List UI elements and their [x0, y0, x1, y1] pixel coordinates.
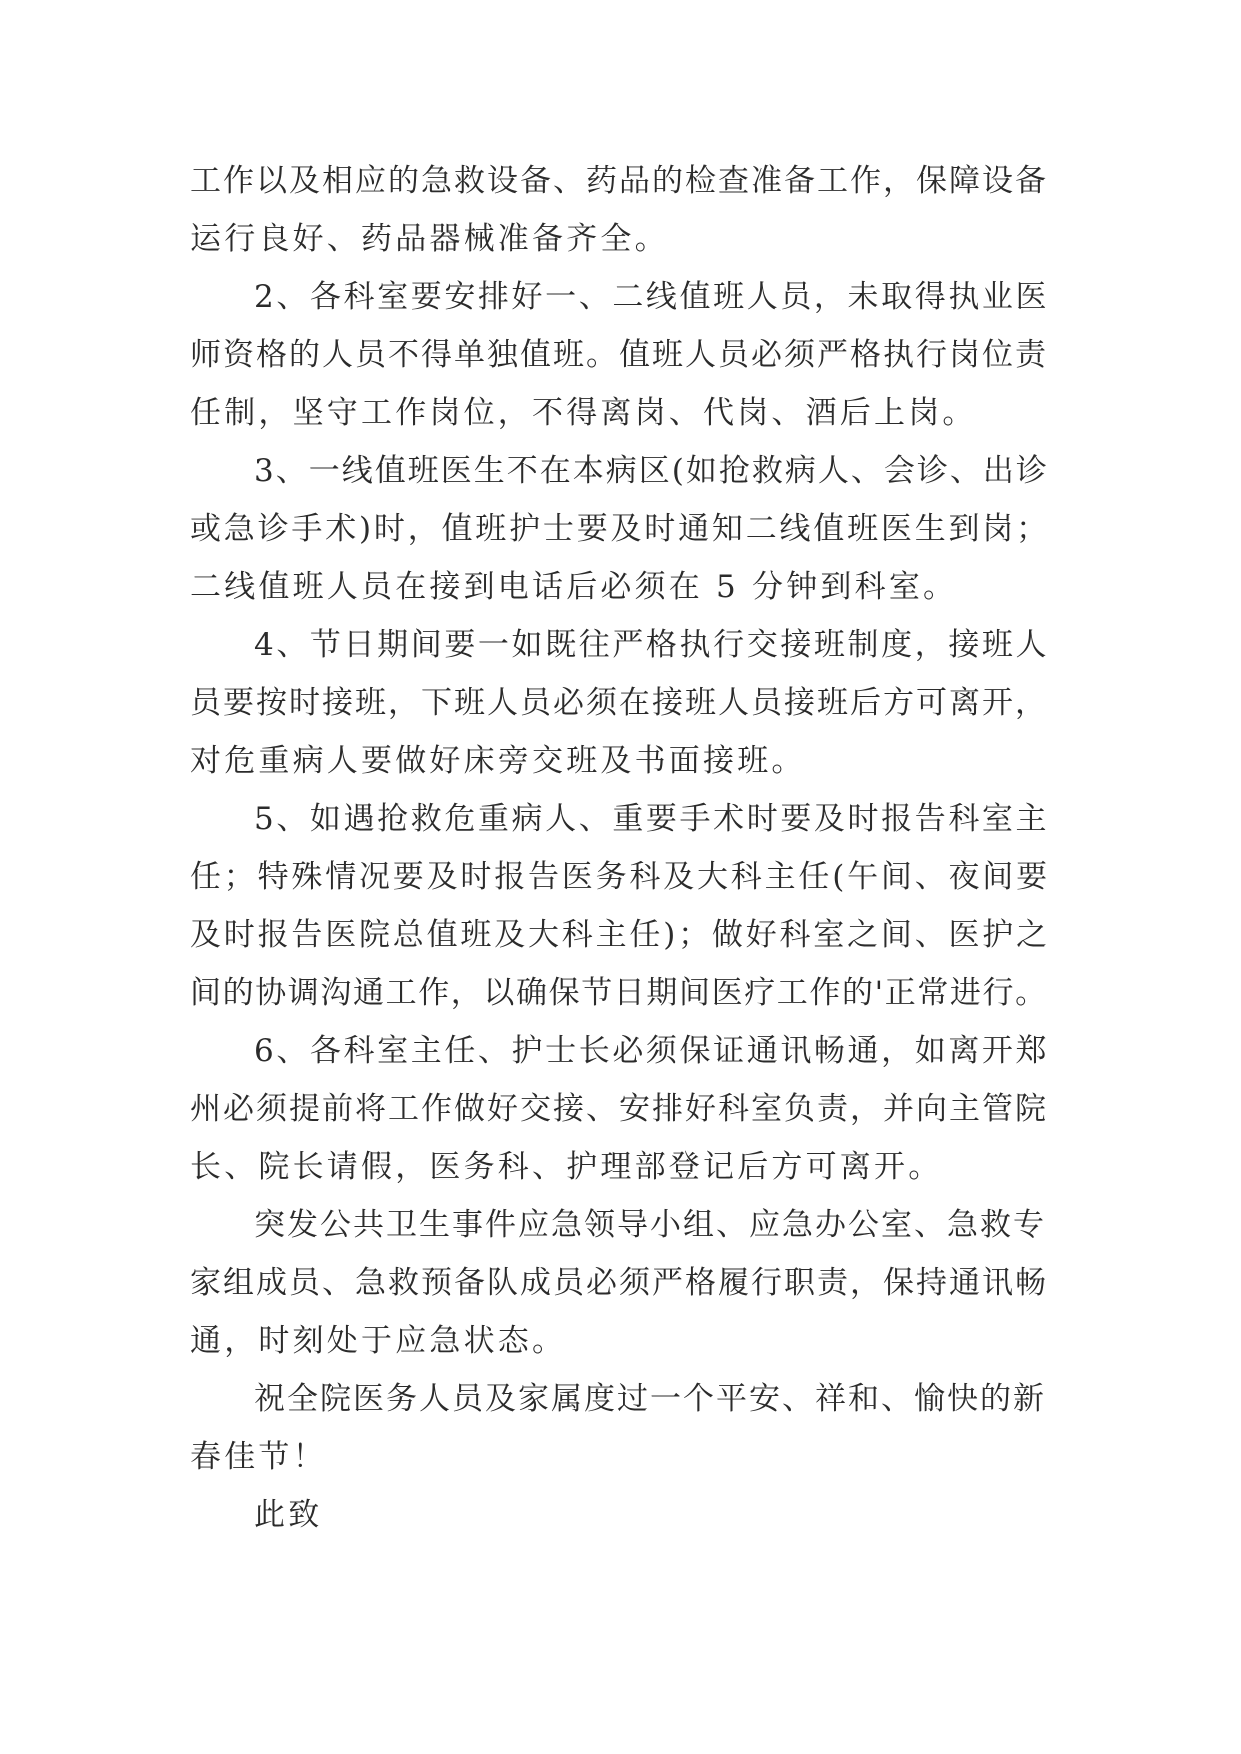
text-line: 3、一线值班医生不在本病区(如抢救病人、会诊、出诊 — [254, 453, 1049, 489]
text-line: 二线值班人员在接到电话后必须在 5 分钟到科室。 — [190, 569, 958, 605]
paragraph — [190, 1022, 1050, 1196]
text-line: 春佳节！ — [190, 1439, 327, 1475]
text-line: 任制，坚守工作岗位，不得离岗、代岗、酒后上岗。 — [190, 395, 977, 431]
closing-salutation: 此致 — [254, 1497, 323, 1533]
text-line: 或急诊手术)时，值班护士要及时通知二线值班医生到岗； — [190, 511, 1050, 547]
text-line: 长、院长请假，医务科、护理部登记后方可离开。 — [190, 1149, 943, 1185]
paragraph — [190, 1486, 1050, 1544]
text-line: 间的协调沟通工作，以确保节日期间医疗工作的'正常进行。 — [190, 975, 1048, 1011]
text-line: 员要按时接班，下班人员必须在接班人员接班后方可离开， — [190, 685, 1048, 721]
paragraph — [190, 1370, 1050, 1486]
text-line: 对危重病人要做好床旁交班及书面接班。 — [190, 743, 806, 779]
text-line: 4、节日期间要一如既往严格执行交接班制度，接班人 — [254, 627, 1050, 663]
paragraph — [190, 268, 1050, 442]
paragraph — [190, 616, 1050, 790]
paragraph — [190, 790, 1050, 1022]
paragraph — [190, 442, 1050, 616]
text-line: 工作以及相应的急救设备、药品的检查准备工作，保障设备 — [190, 163, 1048, 199]
text-line: 师资格的人员不得单独值班。值班人员必须严格执行岗位责 — [190, 337, 1048, 373]
paragraph — [190, 152, 1050, 268]
text-line: 家组成员、急救预备队成员必须严格履行职责，保持通讯畅 — [190, 1265, 1048, 1301]
text-line: 任；特殊情况要及时报告医务科及大科主任(午间、夜间要 — [190, 859, 1050, 895]
text-line: 州必须提前将工作做好交接、安排好科室负责，并向主管院 — [190, 1091, 1048, 1127]
text-line: 6、各科室主任、护士长必须保证通讯畅通，如离开郑 — [254, 1033, 1050, 1069]
text-line: 通，时刻处于应急状态。 — [190, 1323, 567, 1359]
document-body — [190, 152, 1050, 1544]
text-line: 运行良好、药品器械准备齐全。 — [190, 221, 669, 257]
text-line: 2、各科室要安排好一、二线值班人员，未取得执业医 — [254, 279, 1050, 315]
text-line: 及时报告医院总值班及大科主任)；做好科室之间、医护之 — [190, 917, 1050, 953]
text-line: 5、如遇抢救危重病人、重要手术时要及时报告科室主 — [254, 801, 1050, 837]
paragraph — [190, 1196, 1050, 1370]
text-line: 祝全院医务人员及家属度过一个平安、祥和、愉快的新 — [254, 1381, 1046, 1417]
text-line: 突发公共卫生事件应急领导小组、应急办公室、急救专 — [254, 1207, 1046, 1243]
